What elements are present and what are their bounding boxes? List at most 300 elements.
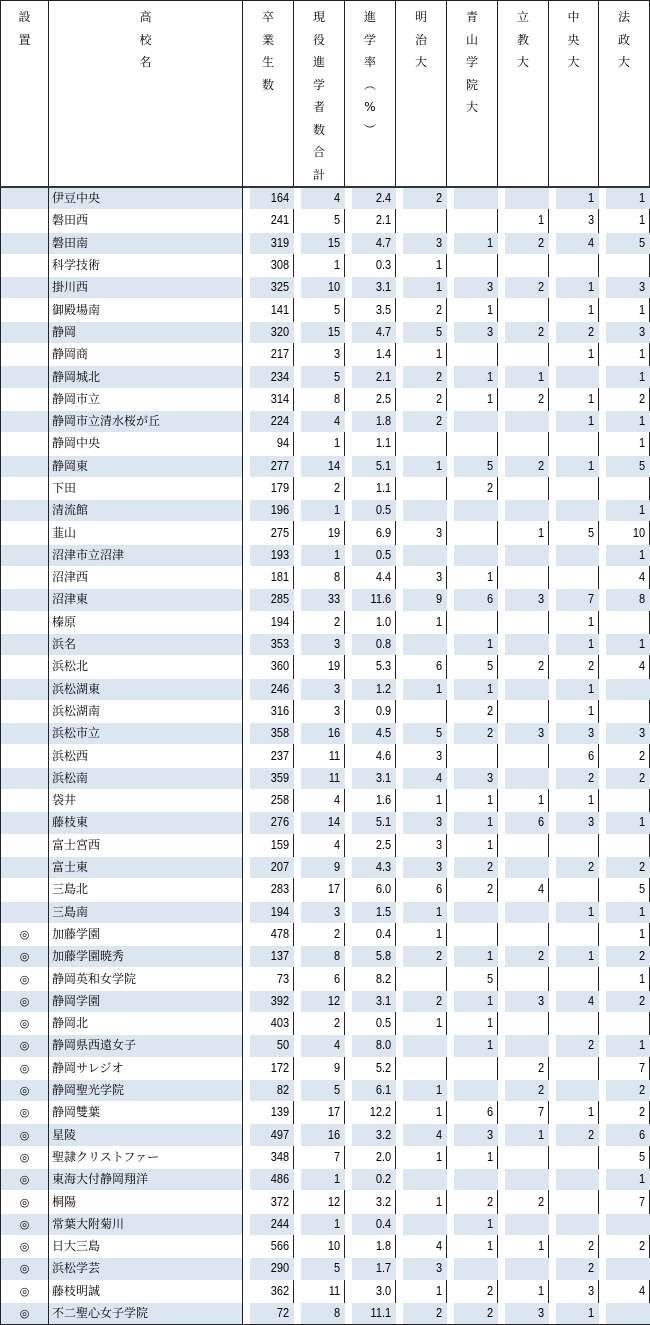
chuo-count xyxy=(555,1012,599,1034)
header-char: 央 xyxy=(567,32,580,47)
total-enrolled: 8 xyxy=(300,388,345,410)
rikkyo-count: 3 xyxy=(504,990,549,1012)
total-enrolled: 33 xyxy=(300,589,345,611)
setchi-mark xyxy=(1,611,49,633)
rikkyo-count: 2 xyxy=(504,946,549,968)
chuo-count: 3 xyxy=(555,723,599,745)
school-name: 加藤学園暁秀 xyxy=(49,946,243,968)
setchi-mark: ◎ xyxy=(1,1012,49,1034)
school-name: 富士宮西 xyxy=(49,834,243,856)
total-enrolled: 3 xyxy=(300,678,345,700)
meiji-count: 1 xyxy=(402,1191,447,1213)
table-row xyxy=(1,923,650,945)
chuo-count xyxy=(555,500,599,522)
setchi-mark xyxy=(1,723,49,745)
setchi-mark xyxy=(1,856,49,878)
header-char: 山 xyxy=(465,32,478,47)
rate: 1.5 xyxy=(351,901,396,923)
total-enrolled: 4 xyxy=(300,410,345,432)
table-row xyxy=(1,1079,650,1101)
aoyama-count: 1 xyxy=(453,1035,498,1057)
rikkyo-count xyxy=(504,1169,549,1191)
graduates: 50 xyxy=(249,1035,294,1057)
total-enrolled: 15 xyxy=(300,321,345,343)
aoyama-count xyxy=(453,410,498,432)
setchi-mark xyxy=(1,522,49,544)
rate: 11.6 xyxy=(351,589,396,611)
table-body xyxy=(1,187,650,1325)
rate: 2.4 xyxy=(351,187,396,210)
rate: 2.1 xyxy=(351,366,396,388)
total-enrolled: 2 xyxy=(300,477,345,499)
total-enrolled: 1 xyxy=(300,1169,345,1191)
aoyama-count: 2 xyxy=(453,879,498,901)
setchi-mark xyxy=(1,879,49,901)
aoyama-count xyxy=(453,433,498,455)
header-aoyama xyxy=(447,1,498,188)
meiji-count: 2 xyxy=(402,187,447,210)
table-row xyxy=(1,1146,650,1168)
hosei-count: 2 xyxy=(605,946,650,968)
table-row xyxy=(1,232,650,254)
graduates: 314 xyxy=(249,388,294,410)
chuo-count: 1 xyxy=(555,187,599,210)
total-enrolled: 17 xyxy=(300,1102,345,1124)
table-row xyxy=(1,700,650,722)
header-char: 教 xyxy=(516,32,529,47)
school-name: 日大三島 xyxy=(49,1235,243,1257)
rate: 3.2 xyxy=(351,1124,396,1146)
setchi-mark xyxy=(1,767,49,789)
chuo-count: 1 xyxy=(555,410,599,432)
header-meiji xyxy=(396,1,447,188)
aoyama-count: 1 xyxy=(453,1146,498,1168)
total-enrolled: 12 xyxy=(300,1191,345,1213)
setchi-mark xyxy=(1,656,49,678)
rate: 4.5 xyxy=(351,723,396,745)
meiji-count: 1 xyxy=(402,1102,447,1124)
meiji-count xyxy=(402,633,447,655)
hosei-count xyxy=(605,678,650,700)
chuo-count: 1 xyxy=(555,633,599,655)
total-enrolled: 3 xyxy=(300,700,345,722)
rikkyo-count: 2 xyxy=(504,388,549,410)
header-char: 中 xyxy=(567,10,580,24)
hosei-count: 1 xyxy=(605,187,650,210)
rate: 11.1 xyxy=(351,1302,396,1324)
header-char: 高 xyxy=(139,10,152,24)
total-enrolled: 5 xyxy=(300,366,345,388)
chuo-count: 1 xyxy=(555,277,599,299)
table-row xyxy=(1,678,650,700)
graduates: 277 xyxy=(249,455,294,477)
header-char: 業 xyxy=(261,32,274,47)
meiji-count: 4 xyxy=(402,767,447,789)
table-row xyxy=(1,1057,650,1079)
chuo-count: 1 xyxy=(555,1302,599,1324)
graduates: 325 xyxy=(249,277,294,299)
school-name: 静岡 xyxy=(49,321,243,343)
chuo-count: 4 xyxy=(555,990,599,1012)
header-char: 置 xyxy=(18,32,31,47)
graduates: 316 xyxy=(249,700,294,722)
header-char: 名 xyxy=(139,55,152,69)
total-enrolled: 5 xyxy=(300,210,345,232)
graduates: 217 xyxy=(249,344,294,366)
graduates: 403 xyxy=(249,1012,294,1034)
setchi-mark: ◎ xyxy=(1,968,49,990)
school-name: 三島北 xyxy=(49,879,243,901)
rikkyo-count xyxy=(504,767,549,789)
rikkyo-count xyxy=(504,968,549,990)
setchi-mark xyxy=(1,410,49,432)
rate: 0.5 xyxy=(351,1012,396,1034)
hosei-count: 5 xyxy=(605,1146,650,1168)
rate: 3.2 xyxy=(351,1191,396,1213)
graduates: 234 xyxy=(249,366,294,388)
school-name: 常葉大附菊川 xyxy=(49,1213,243,1235)
rate: 0.3 xyxy=(351,254,396,276)
table-row xyxy=(1,901,650,923)
table-row xyxy=(1,589,650,611)
rikkyo-count: 2 xyxy=(504,321,549,343)
rikkyo-count: 2 xyxy=(504,656,549,678)
meiji-count: 1 xyxy=(402,611,447,633)
aoyama-count: 2 xyxy=(453,700,498,722)
chuo-count xyxy=(555,477,599,499)
hosei-count: 7 xyxy=(605,1057,650,1079)
meiji-count: 3 xyxy=(402,567,447,589)
table-row xyxy=(1,544,650,566)
chuo-count xyxy=(555,1213,599,1235)
setchi-mark xyxy=(1,901,49,923)
hosei-count: 2 xyxy=(605,1102,650,1124)
setchi-mark: ◎ xyxy=(1,1124,49,1146)
rikkyo-count xyxy=(504,633,549,655)
total-enrolled: 19 xyxy=(300,656,345,678)
chuo-count: 1 xyxy=(555,901,599,923)
total-enrolled: 10 xyxy=(300,277,345,299)
rate: 0.5 xyxy=(351,544,396,566)
aoyama-count: 1 xyxy=(453,366,498,388)
school-name: 榛原 xyxy=(49,611,243,633)
rate: 1.0 xyxy=(351,611,396,633)
total-enrolled: 9 xyxy=(300,856,345,878)
graduates: 193 xyxy=(249,544,294,566)
meiji-count: 1 xyxy=(402,1079,447,1101)
setchi-mark xyxy=(1,455,49,477)
hosei-count: 2 xyxy=(605,1079,650,1101)
graduates: 237 xyxy=(249,745,294,767)
aoyama-count: 6 xyxy=(453,589,498,611)
meiji-count: 3 xyxy=(402,856,447,878)
meiji-count xyxy=(402,1057,447,1079)
chuo-count: 1 xyxy=(555,790,599,812)
rate: 0.5 xyxy=(351,500,396,522)
meiji-count: 3 xyxy=(402,812,447,834)
hosei-count: 2 xyxy=(605,990,650,1012)
school-name: 不二聖心女子学院 xyxy=(49,1302,243,1324)
hosei-count: 1 xyxy=(605,968,650,990)
total-enrolled: 2 xyxy=(300,611,345,633)
table-row xyxy=(1,1169,650,1191)
rikkyo-count: 1 xyxy=(504,210,549,232)
header-char: 進 xyxy=(312,55,325,69)
chuo-count xyxy=(555,1169,599,1191)
header-char: 設 xyxy=(18,10,31,24)
school-name: 静岡北 xyxy=(49,1012,243,1034)
chuo-count: 3 xyxy=(555,210,599,232)
header-char: 大 xyxy=(465,100,478,114)
meiji-count: 2 xyxy=(402,990,447,1012)
graduates: 497 xyxy=(249,1124,294,1146)
school-name: 科学技術 xyxy=(49,254,243,276)
hosei-count: 4 xyxy=(605,567,650,589)
graduates: 172 xyxy=(249,1057,294,1079)
rate: 1.8 xyxy=(351,1235,396,1257)
hosei-count xyxy=(605,1012,650,1034)
setchi-mark: ◎ xyxy=(1,1057,49,1079)
chuo-count xyxy=(555,254,599,276)
setchi-mark xyxy=(1,344,49,366)
rikkyo-count xyxy=(504,923,549,945)
meiji-count: 1 xyxy=(402,901,447,923)
aoyama-count xyxy=(453,210,498,232)
meiji-count: 1 xyxy=(402,1280,447,1302)
header-char: 卒 xyxy=(261,10,274,24)
chuo-count xyxy=(555,834,599,856)
graduates: 283 xyxy=(249,879,294,901)
hosei-count xyxy=(605,477,650,499)
header-char: % xyxy=(364,100,376,114)
chuo-count: 1 xyxy=(555,299,599,321)
total-enrolled: 17 xyxy=(300,879,345,901)
setchi-mark xyxy=(1,745,49,767)
header-char: 数 xyxy=(312,122,325,137)
rate: 6.0 xyxy=(351,879,396,901)
chuo-count: 1 xyxy=(555,946,599,968)
setchi-mark xyxy=(1,299,49,321)
setchi-mark xyxy=(1,366,49,388)
table-row xyxy=(1,1012,650,1034)
aoyama-count: 1 xyxy=(453,790,498,812)
rikkyo-count xyxy=(504,1035,549,1057)
aoyama-count: 3 xyxy=(453,767,498,789)
chuo-count: 6 xyxy=(555,745,599,767)
setchi-mark xyxy=(1,500,49,522)
school-name: 韮山 xyxy=(49,522,243,544)
total-enrolled: 5 xyxy=(300,1079,345,1101)
meiji-count: 3 xyxy=(402,232,447,254)
hosei-count: 5 xyxy=(605,455,650,477)
rate: 1.6 xyxy=(351,790,396,812)
hosei-count: 1 xyxy=(605,410,650,432)
hosei-count: 5 xyxy=(605,232,650,254)
setchi-mark: ◎ xyxy=(1,923,49,945)
rate: 0.4 xyxy=(351,1213,396,1235)
school-name: 浜松北 xyxy=(49,656,243,678)
header-char: 政 xyxy=(617,32,630,47)
graduates: 319 xyxy=(249,232,294,254)
meiji-count: 1 xyxy=(402,1146,447,1168)
school-name: 星陵 xyxy=(49,1124,243,1146)
table-row xyxy=(1,745,650,767)
rikkyo-count: 2 xyxy=(504,232,549,254)
rikkyo-count xyxy=(504,410,549,432)
header-char: 合 xyxy=(312,145,325,159)
rikkyo-count xyxy=(504,299,549,321)
rikkyo-count: 1 xyxy=(504,1235,549,1257)
aoyama-count: 3 xyxy=(453,321,498,343)
aoyama-count: 1 xyxy=(453,678,498,700)
meiji-count: 1 xyxy=(402,344,447,366)
hosei-count: 8 xyxy=(605,589,650,611)
setchi-mark xyxy=(1,187,49,210)
rikkyo-count: 3 xyxy=(504,723,549,745)
header-char: 生 xyxy=(261,55,274,69)
hosei-count xyxy=(605,834,650,856)
setchi-mark: ◎ xyxy=(1,1146,49,1168)
header-char: 大 xyxy=(617,55,630,69)
setchi-mark xyxy=(1,254,49,276)
aoyama-count: 1 xyxy=(453,834,498,856)
graduates: 290 xyxy=(249,1258,294,1280)
total-enrolled: 19 xyxy=(300,522,345,544)
graduates: 164 xyxy=(249,187,294,210)
rikkyo-count xyxy=(504,187,549,210)
graduates: 194 xyxy=(249,901,294,923)
hosei-count: 1 xyxy=(605,633,650,655)
chuo-count: 2 xyxy=(555,321,599,343)
table-row xyxy=(1,656,650,678)
table-row xyxy=(1,366,650,388)
graduates: 308 xyxy=(249,254,294,276)
rate: 1.7 xyxy=(351,1258,396,1280)
rikkyo-count: 6 xyxy=(504,812,549,834)
school-name: 静岡学園 xyxy=(49,990,243,1012)
header-chuo xyxy=(549,1,599,188)
hosei-count: 10 xyxy=(605,522,650,544)
setchi-mark xyxy=(1,678,49,700)
meiji-count: 5 xyxy=(402,723,447,745)
header-char: 学 xyxy=(465,55,478,69)
total-enrolled: 4 xyxy=(300,1035,345,1057)
setchi-mark xyxy=(1,232,49,254)
setchi-mark: ◎ xyxy=(1,1169,49,1191)
hosei-count: 1 xyxy=(605,210,650,232)
aoyama-count xyxy=(453,901,498,923)
school-name: 静岡中央 xyxy=(49,433,243,455)
rate: 2.5 xyxy=(351,388,396,410)
aoyama-count: 5 xyxy=(453,455,498,477)
rikkyo-count xyxy=(504,567,549,589)
hosei-count: 2 xyxy=(605,767,650,789)
chuo-count: 1 xyxy=(555,700,599,722)
total-enrolled: 1 xyxy=(300,544,345,566)
chuo-count: 3 xyxy=(555,812,599,834)
school-name: 静岡英和女学院 xyxy=(49,968,243,990)
rikkyo-count xyxy=(504,700,549,722)
school-name: 聖隷クリストファー xyxy=(49,1146,243,1168)
school-name: 袋井 xyxy=(49,790,243,812)
graduates: 486 xyxy=(249,1169,294,1191)
aoyama-count: 6 xyxy=(453,1102,498,1124)
aoyama-count: 1 xyxy=(453,1213,498,1235)
table-row xyxy=(1,567,650,589)
total-enrolled: 7 xyxy=(300,1146,345,1168)
header-char: 率 xyxy=(363,55,376,69)
total-enrolled: 14 xyxy=(300,455,345,477)
header-char: 院 xyxy=(465,77,478,92)
chuo-count: 2 xyxy=(555,656,599,678)
hosei-count: 2 xyxy=(605,745,650,767)
meiji-count: 3 xyxy=(402,522,447,544)
table-row xyxy=(1,1258,650,1280)
school-name: 加藤学園 xyxy=(49,923,243,945)
header-rate xyxy=(345,1,396,188)
header-char: 法 xyxy=(617,10,630,24)
school-name: 沼津東 xyxy=(49,589,243,611)
aoyama-count: 2 xyxy=(453,1280,498,1302)
header-char: 学 xyxy=(312,77,325,92)
table-row xyxy=(1,477,650,499)
aoyama-count xyxy=(453,1258,498,1280)
header-char: 進 xyxy=(363,10,376,24)
graduates: 207 xyxy=(249,856,294,878)
hosei-count: 1 xyxy=(605,812,650,834)
meiji-count: 1 xyxy=(402,254,447,276)
total-enrolled: 3 xyxy=(300,344,345,366)
setchi-mark: ◎ xyxy=(1,1302,49,1324)
chuo-count: 1 xyxy=(555,611,599,633)
header-char: 学 xyxy=(363,32,376,47)
setchi-mark: ◎ xyxy=(1,1079,49,1101)
aoyama-count: 3 xyxy=(453,1124,498,1146)
header-char: 青 xyxy=(465,10,478,24)
rate: 1.2 xyxy=(351,678,396,700)
school-name: 三島南 xyxy=(49,901,243,923)
aoyama-count: 1 xyxy=(453,633,498,655)
setchi-mark xyxy=(1,567,49,589)
school-name: 静岡サレジオ xyxy=(49,1057,243,1079)
meiji-count xyxy=(402,700,447,722)
rate: 3.0 xyxy=(351,1280,396,1302)
total-enrolled: 16 xyxy=(300,1124,345,1146)
table-row xyxy=(1,210,650,232)
hosei-count: 3 xyxy=(605,321,650,343)
total-enrolled: 2 xyxy=(300,1012,345,1034)
meiji-count: 9 xyxy=(402,589,447,611)
aoyama-count: 1 xyxy=(453,990,498,1012)
table-row xyxy=(1,277,650,299)
rikkyo-count: 2 xyxy=(504,1079,549,1101)
school-name: 静岡市立 xyxy=(49,388,243,410)
hosei-count: 3 xyxy=(605,277,650,299)
graduates: 275 xyxy=(249,522,294,544)
meiji-count: 3 xyxy=(402,834,447,856)
rikkyo-count: 3 xyxy=(504,589,549,611)
rikkyo-count xyxy=(504,1146,549,1168)
chuo-count: 3 xyxy=(555,1280,599,1302)
hosei-count xyxy=(605,700,650,722)
rikkyo-count xyxy=(504,1258,549,1280)
hosei-count: 1 xyxy=(605,344,650,366)
total-enrolled: 15 xyxy=(300,232,345,254)
rikkyo-count: 2 xyxy=(504,455,549,477)
rikkyo-count: 2 xyxy=(504,277,549,299)
hosei-count: 1 xyxy=(605,544,650,566)
table-row xyxy=(1,611,650,633)
